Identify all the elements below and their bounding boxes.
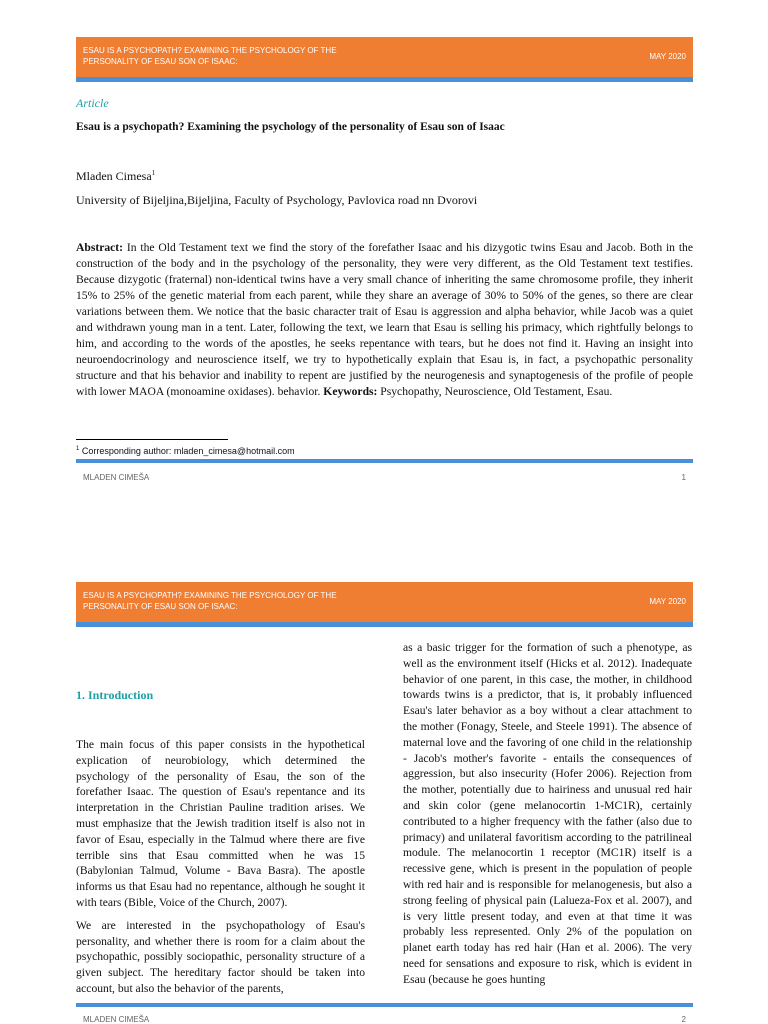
page-footer (83, 1015, 686, 1024)
page-header (76, 582, 693, 622)
abstract (76, 240, 693, 400)
abstract-text: In the Old Testament text we find the story of the forefather Isaac and his dizygotic twins Esau and Jacob. Both in the construction of the body and in the psychology of the personality, they were very different, as the Old Testament text testifies. Because dizygotic (fraternal) non-identical twins have a very small chance of inheriting the same chromosome profile, they inherit 15% to 25% of the genetic material from each parent, while they share an average of 30% to 50% of the genes, so there are clear variations between them. We notice that the basic character trait of Esau is aggression and alpha behavior, while Jacob was a quiet and withdrawn young man in a tent. Later, following the text, we learn that Esau is selling his primacy, which rightfully belongs to him, and according to the words of the apostles, he seeks repentance with tears, but he does not find it. Having an insight into neuroendocrinology and neuroscience itself, we try to hypothetically explain that Esau is, in fact, a psychopathic personality structure and that his behavior and inability to repent are justified by the neurogenesis and synaptogenesis of the profile of people with lower MAOA (monoamine oxidases). behavior. (76, 241, 693, 398)
running-title: ESAU IS A PSYCHOPATH? EXAMINING THE PSYCHOLOGY OF THE PERSONALITY OF ESAU SON OF ISAAC: (83, 591, 337, 611)
footer-author: MLADEN CIMEŠA (83, 1015, 150, 1024)
page-number: 1 (681, 473, 686, 482)
paragraph: as a basic trigger for the formation of such a phenotype, as well as the environment itself (Hicks et al. 2012). Inadequate behavior of one parent, in this case, the mother, in childhood towards twins is a predictor, that is, it probably influenced Esau's later behavior as a boy without a clear attachment to the mother (Fonagy, Steele, and Steele 1991). The absence of maternal love and the favoring of one child in the relationship - Jacob's mother's favorite - entails the consequences of aggression, but also insecurity (Hofer 2006). Rejection from the mother, potentially due to hairiness and unusual red hair and skin color (gene melanocortin 1-MC1R), certainly contributed to a higher frequency with the father (also due to primacy) and unilateral favoritism according to the patrilineal module. The melanocortin 1 receptor (MC1R) itself is a recessive gene, which is present in the population of people with red hair and is responsible for melanogenesis, but also a strong feeling of physical pain (Lalueza-Fox et al. 2007), and is very little present today, and even at that time it was probably less represented. Only 2% of the population on planet earth today has red hair (Han et al. 2006). The very need for sensations and exposure to risk, which is evident in Esau (because he goes hunting (403, 641, 692, 986)
keywords-label: Keywords: (323, 385, 378, 398)
footnote-text: Corresponding author: mladen_cimesa@hotmail.com (79, 446, 295, 456)
paper-title: Esau is a psychopath? Examining the psychology of the personality of Esau son of Isaac (76, 121, 505, 133)
footer-stripe (76, 459, 693, 463)
page-footer (83, 473, 686, 482)
footer-stripe (76, 1003, 693, 1007)
author-footnote-mark: 1 (151, 169, 156, 177)
footer-author: MLADEN CIMEŠA (83, 473, 150, 482)
keywords-text: Psychopathy, Neuroscience, Old Testament, Esau. (377, 385, 613, 398)
page-2 (0, 545, 768, 1024)
author-name-text: Mladen Cimesa (76, 169, 152, 183)
article-type-label: Article (76, 96, 109, 110)
header-stripe (76, 622, 693, 627)
footnote-divider (76, 439, 228, 440)
header-stripe (76, 77, 693, 82)
header-date: MAY 2020 (649, 52, 686, 61)
right-column (403, 640, 692, 995)
author-name (76, 169, 155, 184)
paragraph: We are interested in the psychopathology of Esau's personality, and whether there is room for a claim about the psychopathic, possibly sociopathic, personality structure of a given subject. The hereditary factor should be taken into account, but also the behavior of the parents, (76, 918, 365, 995)
running-title: ESAU IS A PSYCHOPATH? EXAMINING THE PSYCHOLOGY OF THE PERSONALITY OF ESAU SON OF ISAAC: (83, 46, 337, 66)
page-number: 2 (681, 1015, 686, 1024)
paragraph: The main focus of this paper consists in the hypothetical explication of neurobiology, which determined the psychology of the personality of Esau, the son of the forefather Isaac. The question of Esau's repentance and its interpretation in the Christian Pauline tradition arises. We must emphasize that the Jewish tradition itself is also not in favor of Esau, especially in the Talmud where there are five terrible sins that Esau committed when he was 15 (Babylonian Talmud, Volume - Bava Basra). The apostle informs us that Esau had no repentance, although he sought it with tears (Bible, Voice of the Church, 2007). (76, 738, 365, 909)
page-1 (0, 0, 768, 500)
section-heading: 1. Introduction (76, 688, 154, 702)
abstract-label: Abstract: (76, 241, 124, 254)
footnote-mark: 1 (76, 446, 80, 452)
page-header (76, 37, 693, 77)
header-date: MAY 2020 (649, 597, 686, 606)
author-affiliation: University of Bijeljina,Bijeljina, Faculty of Psychology, Pavlovica road nn Dvorovi (76, 193, 478, 207)
footnote (76, 446, 295, 456)
left-column (76, 737, 365, 1004)
